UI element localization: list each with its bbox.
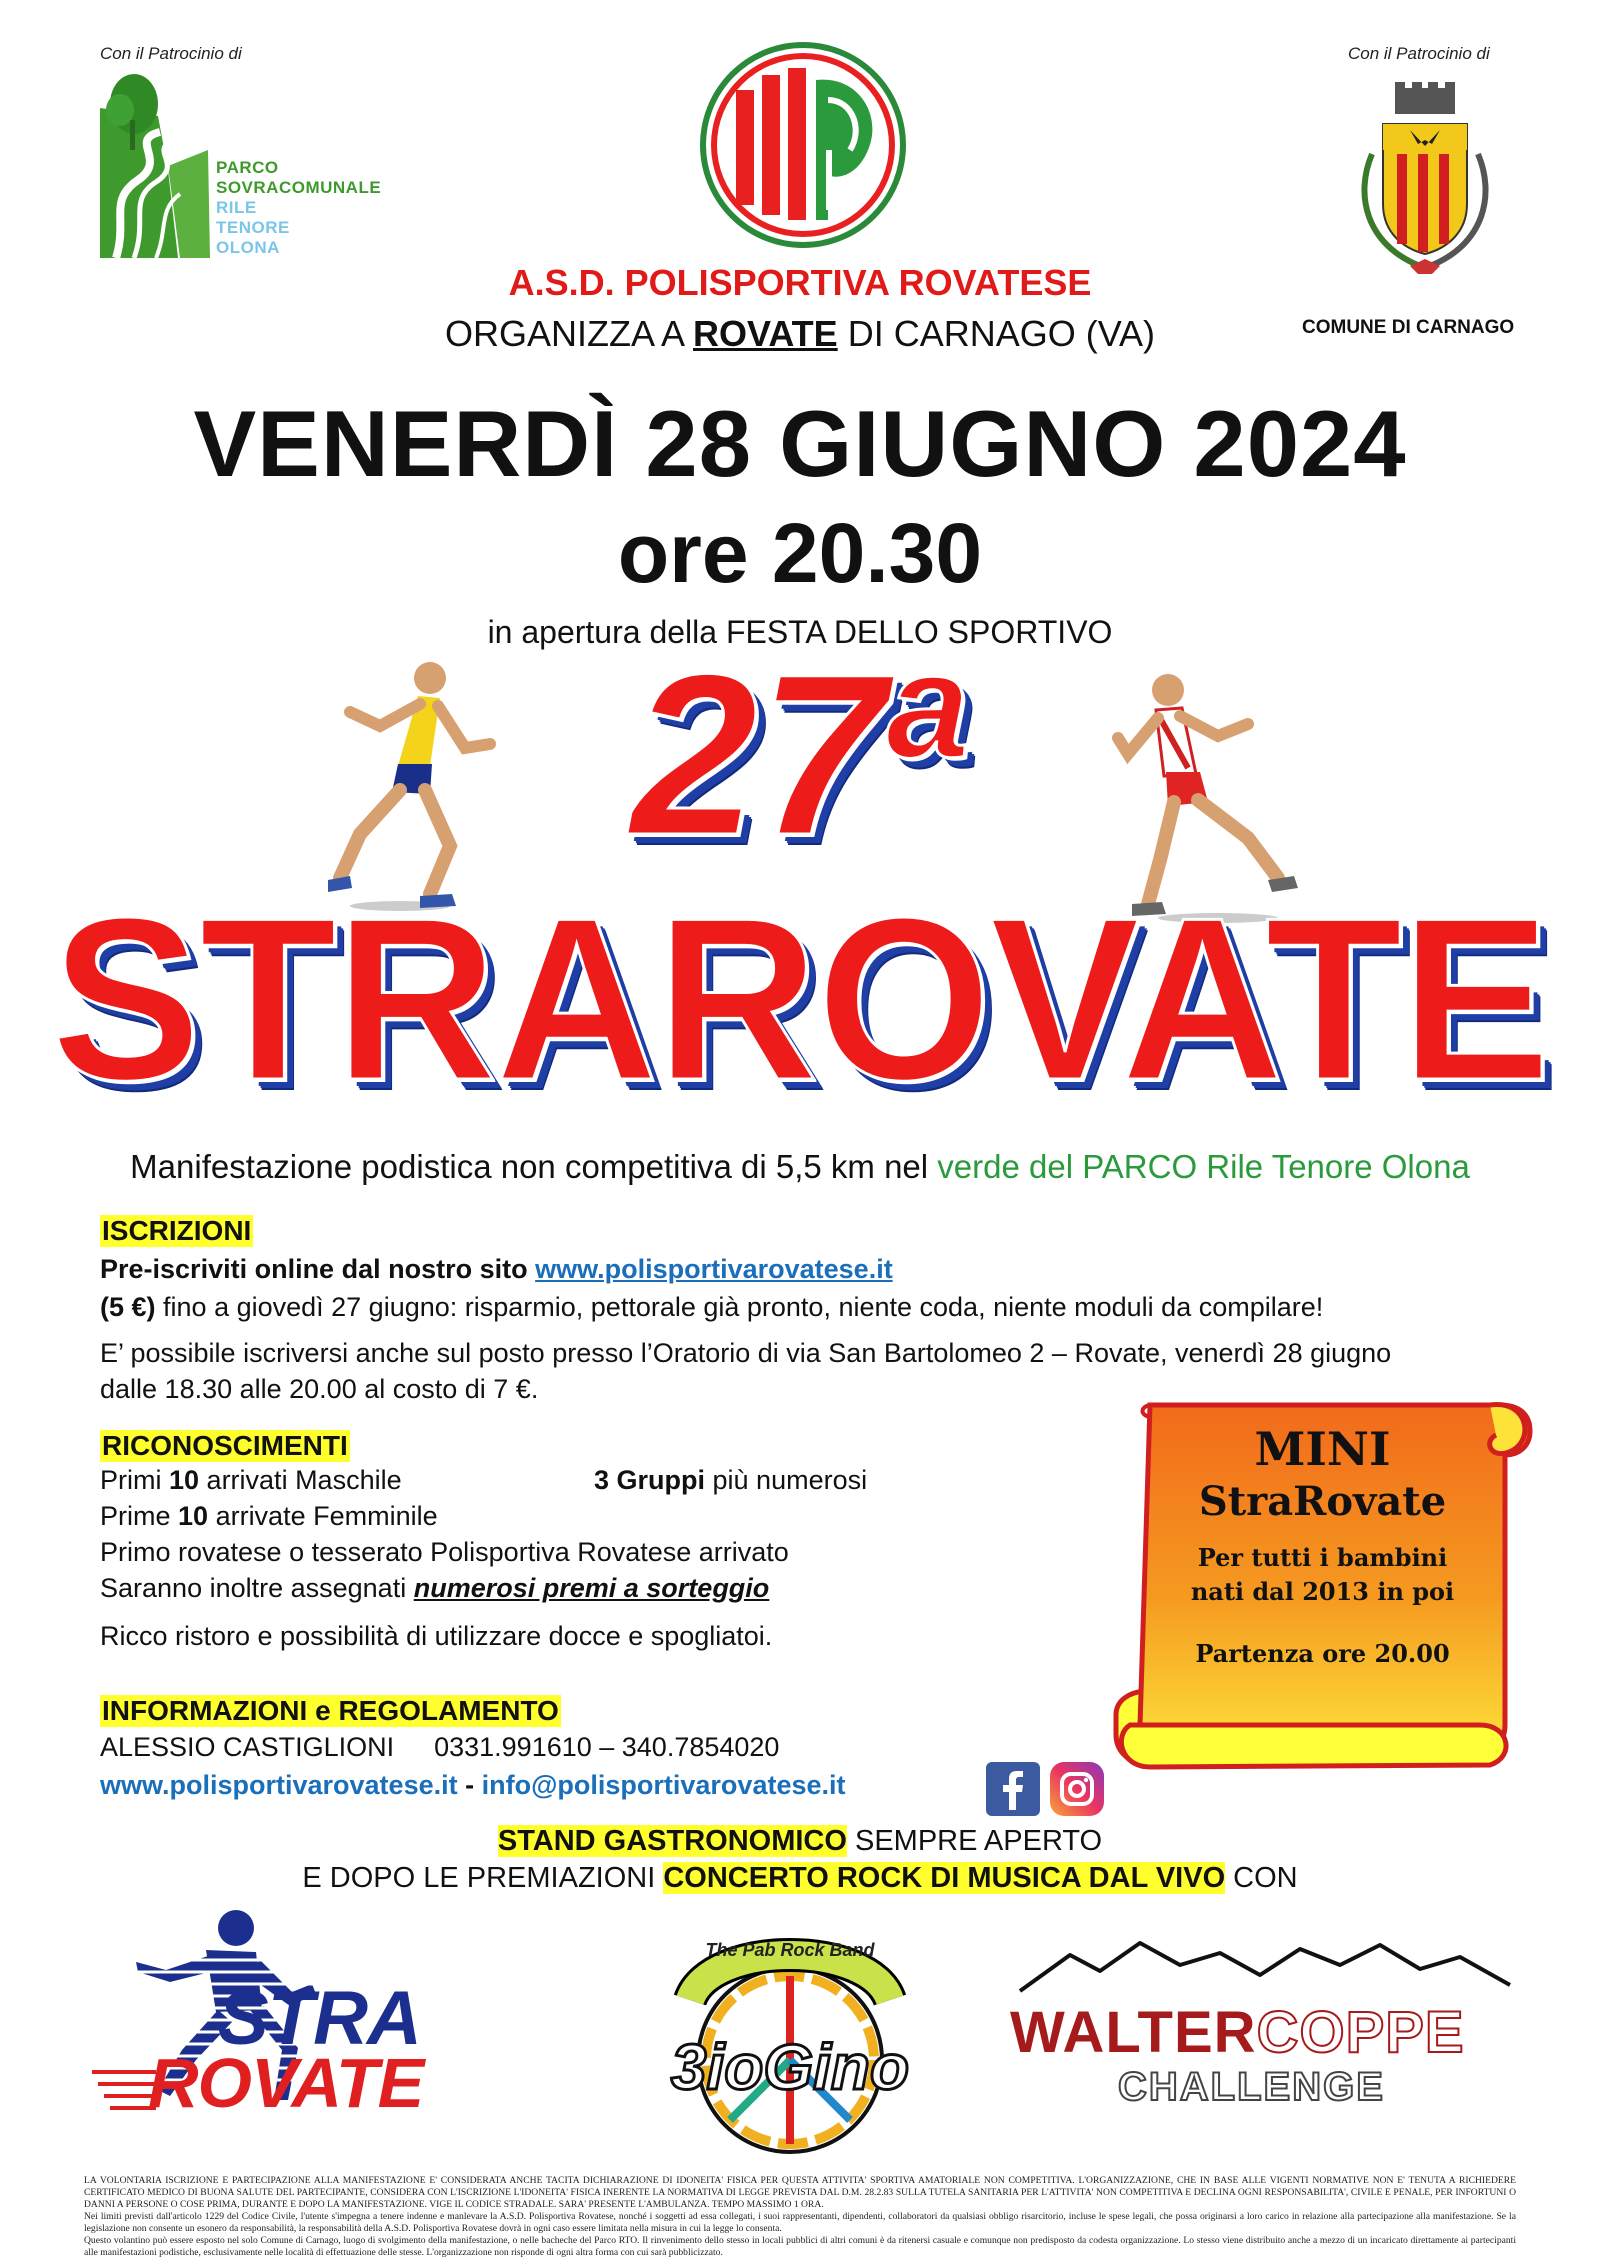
instagram-glyph-icon <box>1050 1762 1104 1816</box>
walter-coppe-logo <box>1010 1935 1530 2115</box>
mini-title-2: StraRovate <box>1198 1478 1447 1525</box>
contact-phones: 0331.991610 – 340.7854020 <box>434 1732 780 1762</box>
preiscrizione-text: Pre-iscriviti online dal nostro sito <box>100 1254 536 1284</box>
mini-text <box>1140 1421 1505 1671</box>
band-arc-text: The Pab Rock Band <box>705 1940 875 1960</box>
riconoscimenti-title: RICONOSCIMENTI <box>102 1430 348 1461</box>
event-date: VENERDÌ 28 GIUGNO 2024 <box>193 391 1407 496</box>
award-groups <box>594 1462 867 1498</box>
polisportiva-emblem-icon <box>698 40 908 250</box>
strarovate-logo-top: STRA <box>218 1976 421 2061</box>
walter-coppe-text <box>1010 1999 1465 2066</box>
parco-logo-text <box>216 158 381 258</box>
organizer-location <box>0 313 1600 355</box>
preiscrizione-link[interactable]: www.polisportivarovatese.it <box>535 1254 893 1284</box>
stand-line <box>0 1825 1600 1858</box>
award-male-count: 10 <box>169 1465 200 1495</box>
informazioni-title: INFORMAZIONI e REGOLAMENTO <box>102 1695 559 1726</box>
walter-text: WALTER <box>1010 2000 1257 2065</box>
event-subtitle: in apertura della FESTA DELLO SPORTIVO <box>487 614 1113 650</box>
award-male-text: arrivati Maschile <box>199 1465 402 1495</box>
mini-line-1: Per tutti i bambini <box>1197 1543 1448 1572</box>
strarovate-logo <box>86 1900 424 2122</box>
footer-disclaimer <box>84 2175 1516 2259</box>
website-link[interactable]: www.polisportivarovatese.it <box>100 1770 458 1800</box>
award-lottery-emphasis: numerosi premi a sorteggio <box>413 1573 770 1603</box>
mini-line-2: nati dal 2013 in poi <box>1190 1577 1455 1606</box>
price-value: (5 €) <box>100 1292 156 1322</box>
edition-number-digits: 27 <box>630 626 887 883</box>
event-name: STRAROVATE <box>51 870 1549 1129</box>
comune-crest <box>1350 74 1500 284</box>
event-description <box>0 1148 1600 1186</box>
organizza-suffix: DI CARNAGO (VA) <box>837 313 1156 354</box>
riconoscimenti-section <box>100 1430 1100 1654</box>
band-name: 3ioGino <box>670 2031 910 2103</box>
onsite-line-1: E’ possibile iscriversi anche sul posto presso l’Oratorio di via San Bartolomeo 2 – Rovate, venerdì 28 giugno <box>100 1338 1392 1368</box>
award-female-line <box>100 1498 1100 1534</box>
facebook-icon[interactable] <box>986 1762 1040 1816</box>
coat-of-arms-icon <box>1350 74 1500 284</box>
onsite-line-2: dalle 18.30 alle 20.00 al costo di 7 €. <box>100 1374 539 1404</box>
coppe-text: COPPE <box>1256 2000 1465 2065</box>
band-logo <box>650 1920 930 2160</box>
mini-title-1: MINI <box>1254 1422 1391 1476</box>
polisportiva-logo <box>698 40 908 250</box>
stand-text: SEMPRE APERTO <box>846 1825 1103 1857</box>
parco-line-3: RILE <box>216 198 257 217</box>
parco-line-4: TENORE <box>216 218 290 237</box>
award-local-line: Primo rovatese o tesserato Polisportiva Rovatese arrivato <box>100 1537 789 1567</box>
description-text: Manifestazione podistica non competitiva di 5,5 km nel <box>130 1148 938 1185</box>
edition-number-suffix: a <box>886 621 970 789</box>
event-time: ore 20.30 <box>617 506 983 600</box>
organizer-title: A.S.D. POLISPORTIVA ROVATESE <box>508 262 1092 303</box>
stand-highlight: STAND GASTRONOMICO <box>497 1825 847 1857</box>
strarovate-logo-bottom: ROVATE <box>148 2044 424 2122</box>
award-female-count: 10 <box>178 1501 209 1531</box>
facebook-glyph-icon <box>986 1762 1040 1816</box>
challenge-text: CHALLENGE <box>1118 2065 1385 2109</box>
award-female-text: arrivate Femminile <box>208 1501 438 1531</box>
concert-prefix: E DOPO LE PREMIAZIONI <box>302 1862 664 1894</box>
iscrizioni-title: ISCRIZIONI <box>102 1215 252 1246</box>
organizza-prefix: ORGANIZZA A <box>444 313 694 354</box>
patronage-left-label: Con il Patrocinio di <box>100 44 242 63</box>
award-male-line <box>100 1462 1100 1498</box>
concert-highlight: CONCERTO ROCK DI MUSICA DAL VIVO <box>663 1862 1226 1894</box>
preiscrizione-line <box>100 1251 1540 1287</box>
organizza-place: ROVATE <box>693 313 838 354</box>
award-lottery-line <box>100 1570 1100 1606</box>
email-link[interactable]: info@polisportivarovatese.it <box>481 1770 846 1800</box>
description-park: verde del PARCO Rile Tenore Olona <box>937 1148 1470 1185</box>
award-male-prefix: Primi <box>100 1465 169 1495</box>
footer-para-3: Questo volantino può essere esposto nel solo Comune di Carnago, luogo di svolgimento della manifestazione, o nelle bacheche del Parco RTO. Il rinvenimento dello stesso in locali pubblici di altri comuni è da ritenersi casuale e comunque non predisposto da codesta organizzazione. Lo stesso viene distribuito anche a mezzo di un incaricato direttamente ai partecipanti alle manifestazioni podistiche, esclusivamente nelle località di effettuazione delle stesse. L'organizzazione non risponde di ogni altra forma con cui sarà pubblicizzato. <box>84 2235 1516 2258</box>
mini-strarovate-scroll <box>1110 1385 1540 1785</box>
mountains-icon <box>1010 1935 1530 1995</box>
price-line <box>100 1289 1540 1325</box>
parco-logo <box>98 70 438 260</box>
parco-line-1: PARCO <box>216 158 279 177</box>
award-groups-text: più numerosi <box>705 1465 868 1495</box>
award-groups-count: 3 Gruppi <box>594 1465 706 1495</box>
comune-label: COMUNE DI CARNAGO <box>1302 317 1515 338</box>
concert-suffix: CON <box>1225 1862 1298 1894</box>
iscrizioni-section <box>100 1215 1540 1407</box>
ristoro-line: Ricco ristoro e possibilità di utilizzare docce e spogliatoi. <box>100 1621 773 1651</box>
contact-separator: - <box>457 1770 482 1800</box>
contact-line <box>100 1729 1200 1765</box>
footer-para-1: LA VOLONTARIA ISCRIZIONE E PARTECIPAZIONE ALLA MANIFESTAZIONE E' CONSIDERATA ANCHE TACITA DICHIARAZIONE DI IDONEITA' FISICA PER QUESTA ATTIVITA' SPORTIVA AMATORIALE NON COMPETITIVA. L'ORGANIZZAZIONE, CHE IN BASE ALLE VIGENTI NORMATIVE NON E' TENUTA A RICHIEDERE CERTIFICATO MEDICO DI BUONA SALUTE DEL PARTECIPANTE, CONSIDERA CON L'ISCRIZIONE L'IDONEITA' FISICA INERENTE LA NORMATIVA DI LEGGE PREVISTA DAL D.M. 28.2.83 SULLA TUTELA SANITARIA PER L'ATTIVITA' NON COMPETITIVA E DECLINA OGNI RESPONSABILITA', CIVILE E PENALE, PER INFORTUNI O DANNI A PERSONE O COSE PRIMA, DURANTE E DOPO LA MANIFESTAZIONE. VIGE IL CODICE STRADALE. SARA' PRESENTE L'AMBULANZA. TEMPO MASSIMO 1 ORA. <box>84 2175 1516 2210</box>
parco-line-2: SOVRACOMUNALE <box>216 178 382 197</box>
patronage-right-label: Con il Patrocinio di <box>1348 44 1490 63</box>
award-lottery-prefix: Saranno inoltre assegnati <box>100 1573 414 1603</box>
parco-line-5: OLONA <box>216 238 280 257</box>
award-female-prefix: Prime <box>100 1501 179 1531</box>
footer-para-2: Nei limiti previsti dall'articolo 1229 del Codice Civile, l'utente s'impegna a tenere indenne e manlevare la A.S.D. Polisportiva Rovatese, nonché i soggetti ad essa collegati, i suoi rappresentanti, dipendenti, collaboratori da qualsiasi obbligo risarcitorio, incluse le spese legali, che possa originarsi a loro carico in relazione alla partecipazione alla manifestazione. Se la legislazione non consente un esonero da responsabilità, la responsabilità della A.S.D. Polisportiva Rovatese dovrà in ogni caso essere limitata nella misura in cui la legge lo consenta. <box>84 2211 1516 2234</box>
instagram-icon[interactable] <box>1050 1762 1104 1816</box>
price-details: fino a giovedì 27 giugno: risparmio, pettorale già pronto, niente coda, niente moduli da compilare! <box>155 1292 1324 1322</box>
contact-name: ALESSIO CASTIGLIONI <box>100 1732 395 1762</box>
mini-start: Partenza ore 20.00 <box>1195 1639 1450 1668</box>
concert-line <box>0 1862 1600 1895</box>
